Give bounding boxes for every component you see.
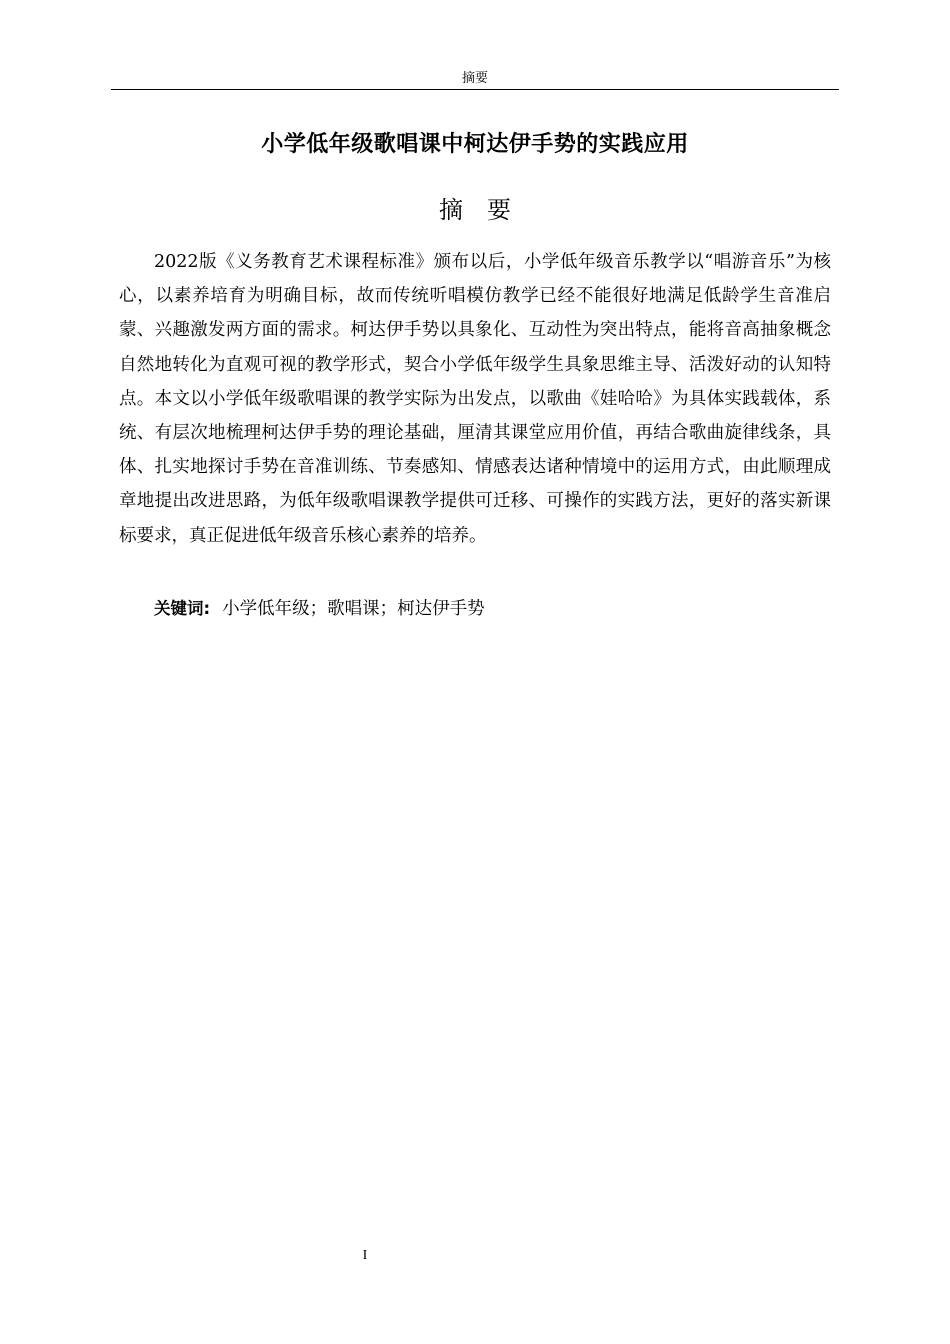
keywords-line (154, 592, 834, 626)
abstract-paragraph: 2022版《义务教育艺术课程标准》颁布以后，小学低年级音乐教学以“唱游音乐”为核心，以素养培育为明确目标，故而传统听唱模仿教学已经不能很好地满足低龄学生音准启蒙、兴趣激发两方面的需求。柯达伊手势以具象化、互动性为突出特点，能将音高抽象概念自然地转化为直观可视的教学形式，契合小学低年级学生具象思维主导、活泼好动的认知特点。本文以小学低年级歌唱课的教学实际为出发点，以歌曲《娃哈哈》为具体实践载体，系统、有层次地梳理柯达伊手势的理论基础，厘清其课堂应用价值，再结合歌曲旋律线条，具体、扎实地探讨手势在音准训练、节奏感知、情感表达诸种情境中的运用方式，由此顺理成章地提出改进思路，为低年级歌唱课教学提供可迁移、可操作的实践方法，更好的落实新课标要求，真正促进低年级音乐核心素养的培养。 (119, 252, 831, 546)
header-divider (111, 89, 839, 90)
page-number: I (362, 1248, 368, 1263)
paper-title: 小学低年级歌唱课中柯达伊手势的实践应用 (261, 132, 689, 157)
keywords-label: 关键词: (154, 599, 211, 618)
running-header: 摘要 (461, 71, 488, 86)
abstract-heading: 摘要 (439, 196, 535, 224)
keywords-text: 小学低年级；歌唱课；柯达伊手势 (222, 599, 485, 619)
